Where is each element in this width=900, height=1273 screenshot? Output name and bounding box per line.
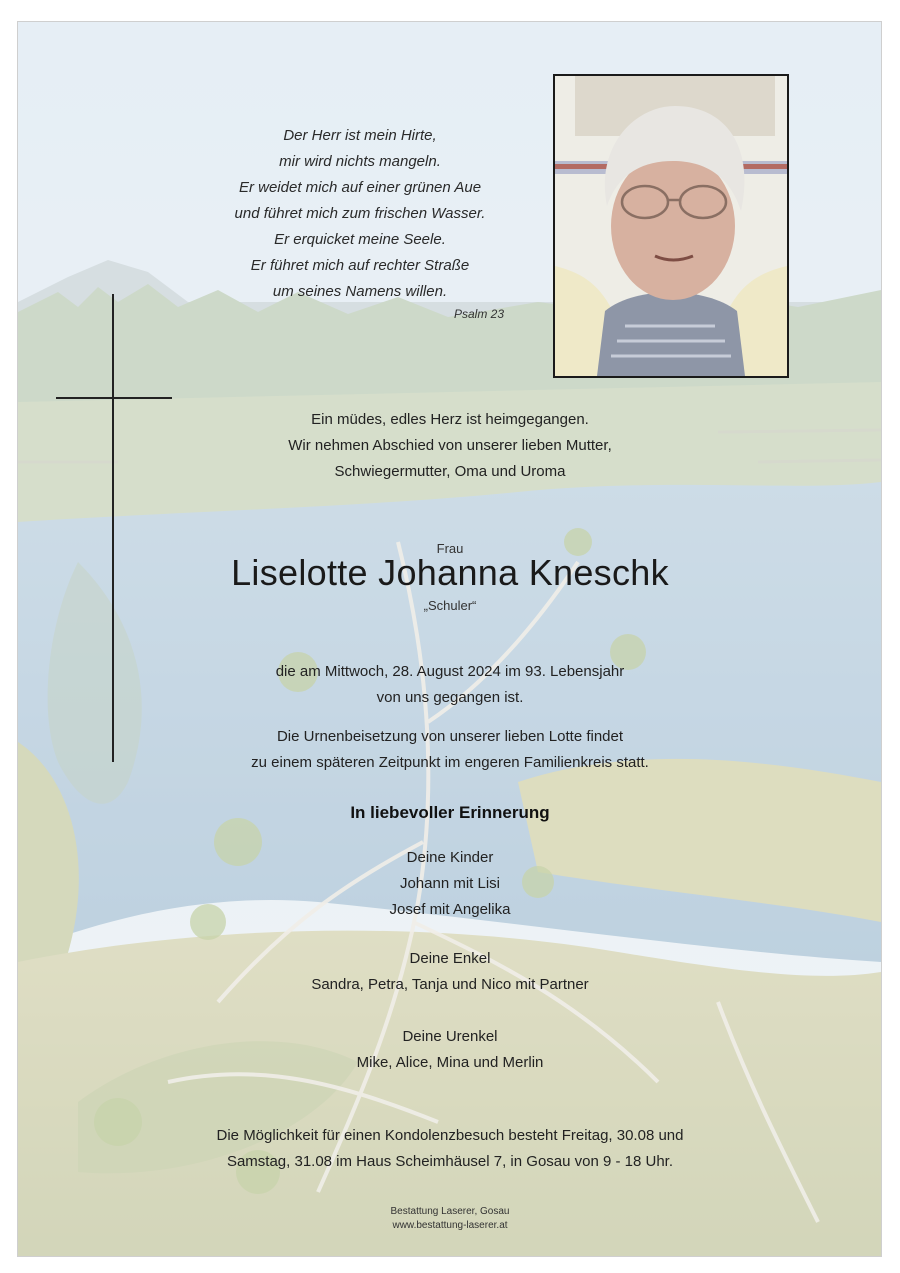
- mourner-group-grandchildren: [200, 946, 700, 998]
- condolence-line: Samstag, 31.08 im Haus Scheimhäusel 7, in Gosau von 9 - 18 Uhr.: [226, 1153, 674, 1170]
- intro-line: Wir nehmen Abschied von unserer lieben Mutter,: [288, 437, 612, 454]
- psalm-line: Der Herr ist mein Hirte,: [283, 127, 437, 144]
- mourner-group-great-grandchildren: [200, 1024, 700, 1076]
- psalm-line: und führet mich zum frischen Wasser.: [234, 205, 486, 222]
- deceased-title: Frau: [436, 541, 464, 556]
- mourner-group-heading: Deine Enkel: [409, 950, 491, 967]
- psalm-reference: Psalm 23: [454, 307, 505, 321]
- mourner-group-heading: Deine Urenkel: [402, 1028, 498, 1045]
- mourner-group-children: [200, 845, 700, 923]
- death-notice-line: die am Mittwoch, 28. August 2024 im 93. Lebensjahr: [275, 663, 625, 680]
- mourner-names: Mike, Alice, Mina und Merlin: [356, 1054, 544, 1071]
- condolence-visit-info: [100, 1123, 800, 1175]
- mourner-names: Sandra, Petra, Tanja und Nico mit Partner: [311, 976, 589, 993]
- psalm-line: mir wird nichts mangeln.: [279, 153, 441, 170]
- psalm-line: um seines Namens willen.: [272, 283, 448, 300]
- burial-notice-line: Die Urnenbeisetzung von unserer lieben Lotte findet: [276, 728, 624, 745]
- condolence-line: Die Möglichkeit für einen Kondolenzbesuch besteht Freitag, 30.08 und: [216, 1127, 684, 1144]
- psalm-line: Er erquicket meine Seele.: [274, 231, 446, 248]
- psalm-line: Er weidet mich auf einer grünen Aue: [238, 179, 482, 196]
- portrait-photo: [553, 74, 789, 378]
- intro-text: [200, 407, 700, 485]
- cross-symbol-vertical: [112, 294, 114, 762]
- death-notice: [200, 659, 700, 711]
- burial-notice-line: zu einem späteren Zeitpunkt im engeren Familienkreis statt.: [251, 754, 649, 771]
- intro-line: Schwiegermutter, Oma und Uroma: [334, 463, 566, 480]
- psalm-line: Er führet mich auf rechter Straße: [250, 257, 470, 274]
- burial-notice: [150, 724, 750, 776]
- intro-line: Ein müdes, edles Herz ist heimgegangen.: [311, 411, 589, 428]
- deceased-nickname: „Schuler“: [423, 598, 477, 613]
- cross-symbol-horizontal: [56, 397, 172, 399]
- death-notice-line: von uns gegangen ist.: [376, 689, 524, 706]
- funeral-home-name: Bestattung Laserer, Gosau: [390, 1206, 510, 1217]
- funeral-home-footer: [200, 1205, 700, 1233]
- mourner-group-heading: Deine Kinder: [406, 849, 494, 866]
- mourner-names: Josef mit Angelika: [389, 901, 511, 918]
- mourner-names: Johann mit Lisi: [399, 875, 501, 892]
- deceased-name: Liselotte Johanna Kneschk: [231, 552, 669, 593]
- memory-heading: In liebevoller Erinnerung: [350, 803, 550, 822]
- psalm-verse: [180, 123, 540, 305]
- funeral-home-website: www.bestattung-laserer.at: [392, 1220, 508, 1231]
